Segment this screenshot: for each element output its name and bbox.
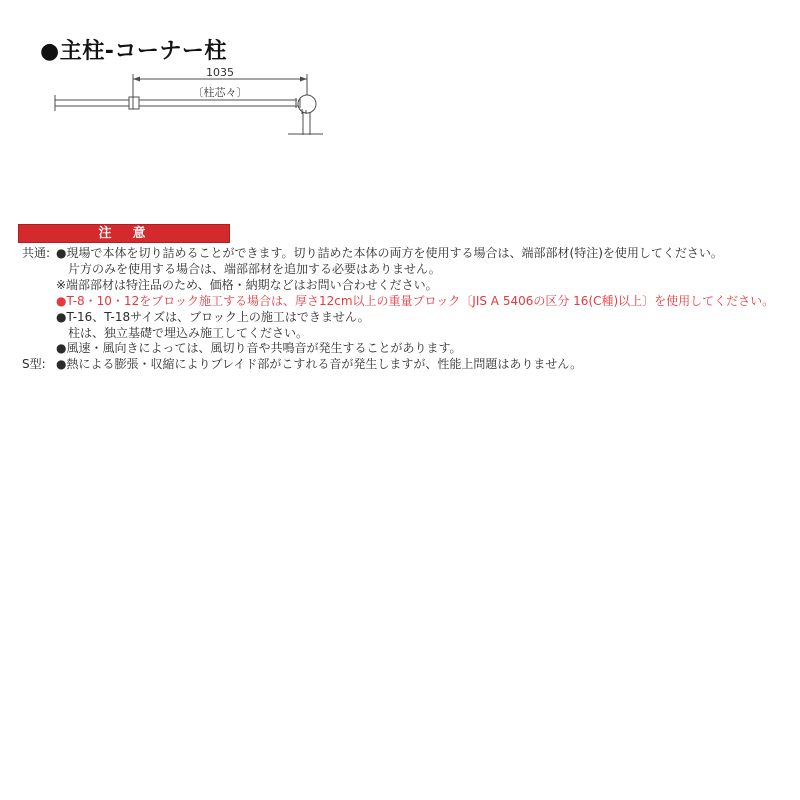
note-lines (56, 357, 792, 373)
page-title: ●主柱-コーナー柱 (40, 39, 227, 64)
note-line: ●T-16、T-18サイズは、ブロック上の施工はできません。 (56, 309, 370, 324)
rod (55, 95, 298, 111)
note-line-warning: ●T-8・10・12をブロック施工する場合は、厚さ12cm以上の重量ブロック〔JIS A 5406の区分 16(C種)以上〕を使用してください。 (56, 293, 775, 308)
note-line: 柱は、独立基礎で埋込み施工してください。 (68, 325, 309, 340)
note-group-common (22, 246, 792, 357)
note-group-label: 共通: (22, 246, 51, 260)
note-group-s-type (22, 357, 792, 373)
sleeve-joint (129, 97, 139, 109)
note-lines (56, 246, 792, 357)
note-line: 片方のみを使用する場合は、端部部材を追加する必要はありません。 (68, 261, 441, 276)
note-group-label: S型: (22, 357, 46, 372)
dimension-value-label: 1035 (206, 66, 234, 79)
caution-banner (18, 224, 230, 243)
pillar-diagram (40, 62, 340, 150)
note-line: ※端部部材は特注品のため、価格・納期などはお問い合わせください。 (56, 277, 438, 292)
corner-post (288, 112, 323, 135)
note-line: ●現場で本体を切り詰めることができます。切り詰めた本体の両方を使用する場合は、端部部材(特注)を使用してください。 (56, 246, 723, 260)
caution-notes (22, 246, 792, 373)
corner-joint (296, 95, 316, 114)
caution-banner-label: 注 意 (98, 226, 150, 241)
dimension-caption-label: 〔柱芯々〕 (192, 86, 248, 99)
note-line: ●風速・風向きによっては、風切り音や共鳴音が発生することがあります。 (56, 341, 462, 356)
pillar-diagram-drawing (40, 62, 340, 150)
note-line: ●熱による膨張・収縮によりブレイド部がこすれる音が発生しますが、性能上問題はありません。 (56, 357, 583, 372)
